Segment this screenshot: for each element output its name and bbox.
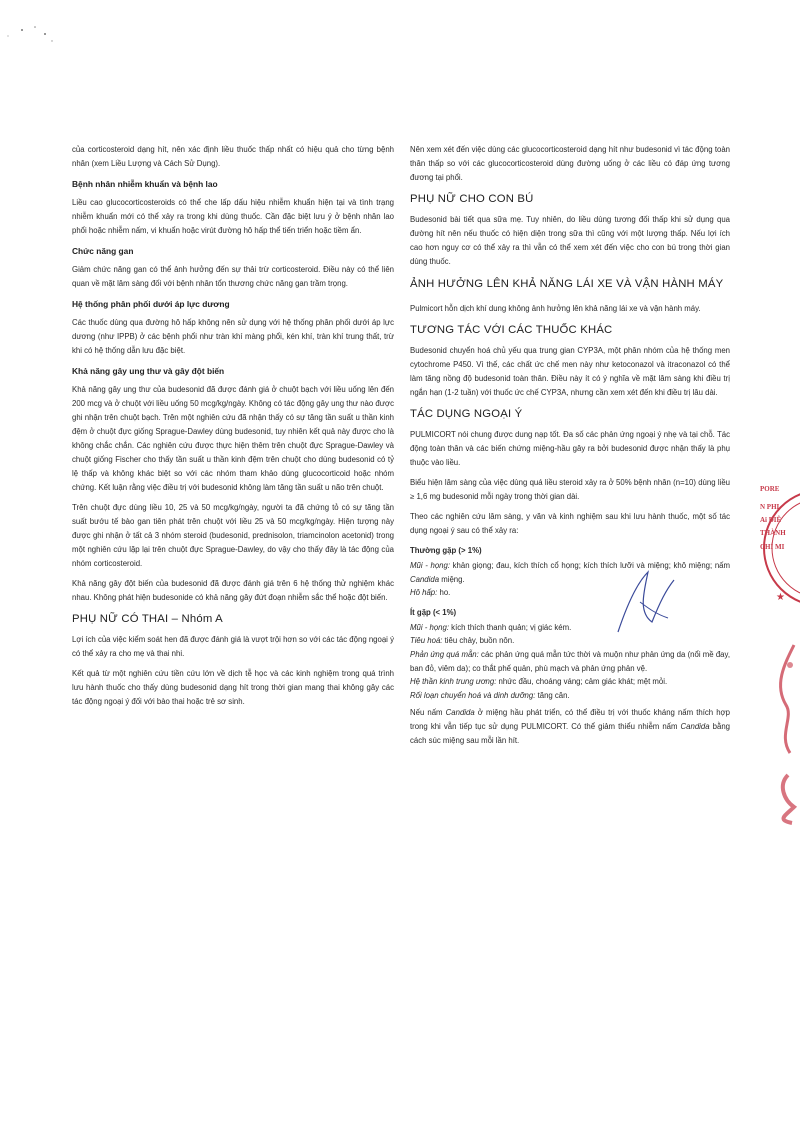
text: ho. xyxy=(437,588,451,598)
heading-carcinogenicity: Khả năng gây ung thư và gây đột biến xyxy=(72,366,225,376)
text-infection: Liều cao glucocorticosteroids có thể che lấp dấu hiệu nhiễm khuẩn hiện tại và tình trạng nhiễm khuẩn mới có thể xảy ra trong khi dùng thuốc. Cần đặc biệt lưu ý ở bệnh nhân lao phổi hoặc nhiễm nấm, vi khuẩn hoặc virút đường hô hấp thể tiến triển hoặc tiềm ẩn. xyxy=(72,198,394,235)
rare-item-hypersensitivity xyxy=(410,648,730,675)
text-candida-final xyxy=(410,706,730,748)
text-adverse-2: Biểu hiện lâm sàng của việc dùng quá liều steroid xảy ra ở 50% bệnh nhân (n=10) dùng liều ≥ 1,6 mg budesonid mỗi ngày trong thời gian dài. xyxy=(410,478,730,501)
stamp-line-1: PORE xyxy=(760,485,780,493)
signature-scribble xyxy=(608,562,688,652)
heading-driving: ẢNH HƯỞNG LÊN KHẢ NĂNG LÁI XE VÀ VẬN HÀNH MÁY xyxy=(410,278,724,290)
text-adverse-3: Theo các nghiên cứu lâm sàng, y văn và kinh nghiệm sau khi lưu hành thuốc, một số tác dụng ngoại ý sau có thể xảy ra: xyxy=(410,512,730,535)
left-intro: của corticosteroid dạng hít, nên xác định liều thuốc thấp nhất có hiệu quả cho từng bệnh nhân (xem Liều Lượng và Cách Sử Dụng). xyxy=(72,145,394,168)
heading-infection: Bệnh nhân nhiễm khuẩn và bệnh lao xyxy=(72,179,218,189)
rare-item-metabolism xyxy=(410,689,730,703)
text-driving: Pulmicort hỗn dịch khí dung không ảnh hưởng lên khả năng lái xe và vận hành máy. xyxy=(410,304,701,313)
text-pregnancy-2: Kết quả từ một nghiên cứu tiền cứu lớn về dịch tễ học và các kinh nghiệm trong quá trình lưu hành thuốc cho thấy dùng budesonid dạng hít trong thời gian mang thai không gây các tác động ngoại ý đối với bào thai hoặc trẻ sơ sinh. xyxy=(72,669,394,706)
label: Hô hấp: xyxy=(410,588,438,598)
heading-rare: Ít gặp (< 1%) xyxy=(410,607,457,617)
candida-2: Candida xyxy=(680,722,710,732)
scan-specks xyxy=(0,0,80,60)
text-carcinogenicity-2: Trên chuột đực dùng liều 10, 25 và 50 mcg/kg/ngày, người ta đã chứng tỏ có sự tăng tần suất bướu tế bào gan tiên phát trên chuột với liều 25 và 50 mcg/kg/ngày. Hiện tượng này được ghi nhận ở tất cả 3 nhóm steroid (budesonid, prednisolon, triamcinolon acetonid) trong một nghiên cứu lặp lại trên chuột đực Sprague-Dawley, do vậy cho thấy đây là tác động của nhóm corticosteroid. xyxy=(72,503,394,568)
label: Rối loạn chuyển hoá và dinh dưỡng: xyxy=(410,690,536,700)
candida-1: Candida xyxy=(445,708,475,718)
svg-text:★: ★ xyxy=(776,592,785,603)
heading-ippb: Hệ thống phân phối dưới áp lực dương xyxy=(72,299,230,309)
text-carcinogenicity-1: Khả năng gây ung thư của budesonid đã được đánh giá ở chuột bạch với liều uống lên đến 200 mcg và ở chuột với liều uống 50 mcg/kg/ngày. Không có tác động gây ung thư nào được ghi nhận trên chuột bạch. Trên một nghiên cứu đã nhận thấy có sự tăng tần suất u thần kinh đệm ở chuột đực giống Sprague-Dawley dùng budesonid, tuy nhiên kết quả này được cho là không chắc chắn. Các nghiên cứu được thực hiện thêm trên chuột đực Sprague-Dawley và chuột giống Fischer cho thấy tần suất u thần kinh đệm trên chuột cho dùng budesonid có tỷ lệ thấp và không khác biệt so với các nhóm tham khảo dùng glucocorticoid hoặc nhóm chứng. Kết luận rằng việc điều trị với budesonid không làm tăng tần suất u não trên chuột. xyxy=(72,385,394,492)
label: Phản ứng quá mẫn: xyxy=(410,649,479,659)
text: kích thích thanh quản; vị giác kém. xyxy=(449,622,572,632)
rare-item-cns xyxy=(410,675,730,689)
heading-interactions: TƯƠNG TÁC VỚI CÁC THUỐC KHÁC xyxy=(410,324,613,336)
heading-liver: Chức năng gan xyxy=(72,246,134,256)
label: Mũi - họng: xyxy=(410,561,450,570)
red-ink-mark xyxy=(764,625,800,825)
text: nhức đầu, choáng váng; cảm giác khát; mệt mỏi. xyxy=(496,677,668,687)
label: Hệ thần kinh trung ương: xyxy=(410,677,497,687)
heading-pregnancy: PHỤ NỮ CÓ THAI – Nhóm A xyxy=(72,613,223,625)
text-adverse-1: PULMICORT nói chung được dung nạp tốt. Đa số các phản ứng ngoại ý nhẹ và tại chỗ. Tác động toàn thân và các biến chứng miệng-hầu gây ra bởi budesonid được nhận thấy là phụ thuộc vào liều. xyxy=(410,430,730,467)
stamp-line-5: CHÍ MI xyxy=(760,543,785,551)
text-carcinogenicity-3: Khả năng gây đột biến của budesonid đã được đánh giá trên 6 hệ thống thử nghiệm khác nhau. Không phát hiện budesonide có khả năng gây đứt đoạn nhiễm sắc thể hoặc đột biến. xyxy=(72,579,394,602)
text-pregnancy-1: Lợi ích của việc kiểm soát hen đã được đánh giá là vượt trội hơn so với các tác động ngoại ý có thể xảy ra cho mẹ và thai nhi. xyxy=(72,635,394,658)
text: khản giọng; đau, kích thích cổ họng; kích thích lưỡi và miệng; khô miệng; nấm xyxy=(450,561,730,570)
part-a: Nếu nấm xyxy=(410,708,446,718)
text-liver: Giảm chức năng gan có thể ảnh hưởng đến sự thải trừ corticosteroid. Điều này có thể liên quan về mặt lâm sàng đối với bệnh nhân tổn thương chức năng gan trầm trọng. xyxy=(72,265,394,288)
text: các phản ứng quá mẫn tức thời và muộn như phản ứng da (nổi mề đay, ban đỏ, viêm da); co thắt phế quản, phù mạch và phản ứng phản vệ. xyxy=(410,649,730,673)
text-ippb: Các thuốc dùng qua đường hô hấp không nên sử dụng với hệ thống phân phối dưới áp lực dương (như IPPB) ở các bệnh phổi như tràn khí màng phổi, kén khí, tràn khí trung thất, trừ khi có hệ thống dẫn lưu đặc biệt. xyxy=(72,318,394,355)
left-column xyxy=(72,143,394,715)
tail: miệng. xyxy=(439,574,465,584)
part-c: bằng cách súc miệng sau mỗi lần hít. xyxy=(410,722,730,746)
company-stamp xyxy=(752,478,800,628)
stamp-line-4: THÀNH xyxy=(760,529,786,537)
part-b: ở miệng hầu phát triển, có thể điều trị với thuốc kháng nấm thích hợp trong khi vẫn tiếp tục sử dụng PULMICORT. Có thể giảm thiểu nhiễm nấm xyxy=(410,708,730,732)
label: Mũi - họng: xyxy=(410,622,450,632)
right-intro: Nên xem xét đến việc dùng các glucocorticosteroid dạng hít như budesonid vì tác động toàn thân thấp so với các glucocorticosteroid dùng đường uống ở các liều có đáp ứng tương đương tại phổi. xyxy=(410,145,730,182)
text-interactions: Budesonid chuyển hoá chủ yếu qua trung gian CYP3A, một phân nhóm của hệ thống men cytochrome P450. Vì thế, các chất ức chế men này như ketoconazol và itraconazol có thể làm tăng nồng độ budesonid toàn thân. Điều này ít có ý nghĩa về mặt lâm sàng khi điều trị ngắn hạn (1-2 tuần) với thuốc ức chế CYP3A, nhưng cần xem xét đến khi điều trị lâu dài. xyxy=(410,346,730,397)
text-breastfeeding: Budesonid bài tiết qua sữa mẹ. Tuy nhiên, do liều dùng tương đối thấp khi sử dụng qua đường hít nên nếu thuốc có hiện diện trong sữa thì cũng với một lượng thấp. Nếu lợi ích cao hơn nguy cơ có thể xảy ra thì vẫn có thể xem xét đến việc cho con bú trong thời gian dùng thuốc. xyxy=(410,215,730,266)
candida: Candida xyxy=(410,574,440,584)
stamp-line-2: N PHI xyxy=(760,503,780,511)
right-column xyxy=(410,143,730,754)
heading-common: Thường gặp (> 1%) xyxy=(410,546,482,555)
heading-breastfeeding: PHỤ NỮ CHO CON BÚ xyxy=(410,193,534,205)
label: Tiêu hoá: xyxy=(410,636,443,646)
heading-adverse: TÁC DỤNG NGOẠI Ý xyxy=(410,408,523,420)
text: tăng cân. xyxy=(535,690,570,700)
stamp-line-3: Ai DIÊ xyxy=(760,516,782,524)
text: tiêu chảy, buồn nôn. xyxy=(442,636,515,646)
